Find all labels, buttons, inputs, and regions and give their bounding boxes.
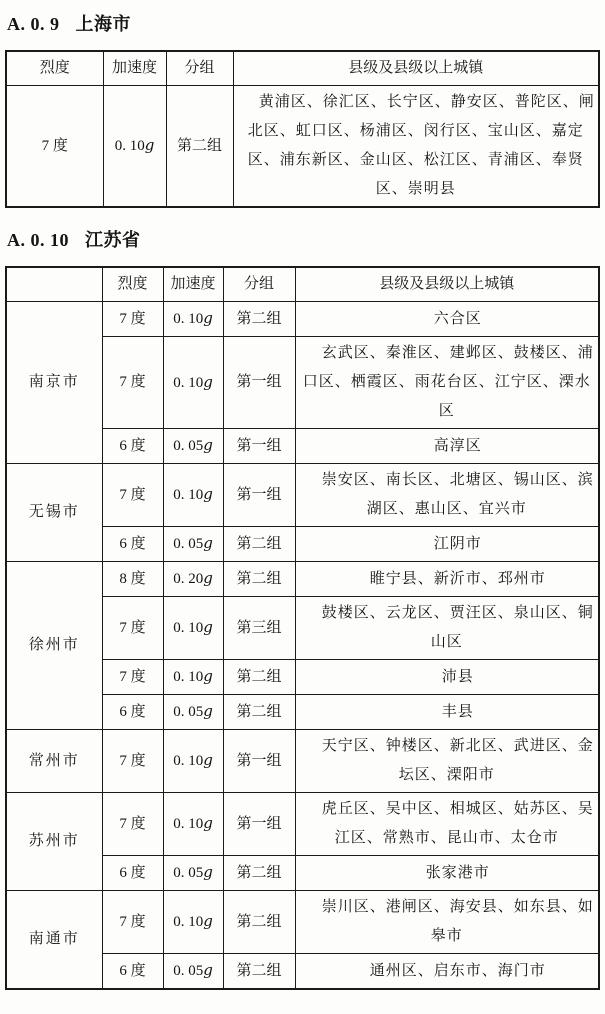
group-cell: 第二组 xyxy=(223,302,295,337)
intensity-cell: 6 度 xyxy=(102,856,163,891)
acceleration-cell xyxy=(163,302,223,337)
acceleration-value: 0. 05 xyxy=(173,865,204,881)
table-header-row xyxy=(6,51,599,86)
city-cell: 徐州市 xyxy=(6,562,102,730)
acceleration-cell xyxy=(163,337,223,429)
acceleration-value: 0. 10 xyxy=(114,138,145,154)
heading-number: A. 0. 9 xyxy=(7,14,60,34)
towns-cell: 丰县 xyxy=(295,695,599,730)
intensity-cell: 7 度 xyxy=(102,302,163,337)
intensity-cell: 6 度 xyxy=(102,954,163,990)
acceleration-value: 0. 10 xyxy=(173,374,204,391)
acceleration-value: 0. 10 xyxy=(173,816,204,832)
acceleration-unit: g xyxy=(203,569,213,587)
column-header-group: 分组 xyxy=(223,267,295,302)
acceleration-unit: g xyxy=(203,436,213,454)
acceleration-cell xyxy=(103,86,166,208)
towns-cell: 玄武区、秦淮区、建邺区、鼓楼区、浦口区、栖霞区、雨花台区、江宁区、溧水区 xyxy=(295,337,599,429)
city-cell: 无锡市 xyxy=(6,464,102,562)
table-row xyxy=(6,891,599,954)
section-heading-shanghai xyxy=(7,10,600,36)
acceleration-value: 0. 10 xyxy=(173,753,204,769)
towns-cell: 黄浦区、徐汇区、长宁区、静安区、普陀区、闸北区、虹口区、杨浦区、闵行区、宝山区、嘉定区、浦东新区、金山区、松江区、青浦区、奉贤区、崇明县 xyxy=(233,86,599,208)
table-row xyxy=(6,793,599,856)
acceleration-unit: g xyxy=(203,372,213,391)
acceleration-cell xyxy=(163,429,223,464)
acceleration-unit: g xyxy=(203,863,213,881)
acceleration-cell xyxy=(163,793,223,856)
acceleration-unit: g xyxy=(203,667,213,685)
group-cell: 第二组 xyxy=(223,856,295,891)
table-header-row xyxy=(6,267,599,302)
acceleration-unit: g xyxy=(203,309,213,327)
column-header-intensity: 烈度 xyxy=(6,51,103,86)
section-heading-jiangsu xyxy=(7,226,600,252)
acceleration-cell xyxy=(163,527,223,562)
intensity-cell: 7 度 xyxy=(6,86,103,208)
column-header-city xyxy=(6,267,102,302)
acceleration-unit: g xyxy=(144,136,155,154)
acceleration-value: 0. 10 xyxy=(173,669,204,685)
acceleration-value: 0. 10 xyxy=(173,311,204,327)
group-cell: 第一组 xyxy=(223,730,295,793)
group-cell: 第二组 xyxy=(223,695,295,730)
group-cell: 第二组 xyxy=(223,562,295,597)
acceleration-unit: g xyxy=(203,618,213,636)
acceleration-cell xyxy=(163,695,223,730)
column-header-acceleration: 加速度 xyxy=(103,51,166,86)
group-cell: 第二组 xyxy=(166,86,233,208)
group-cell: 第二组 xyxy=(223,891,295,954)
acceleration-value: 0. 10 xyxy=(173,914,204,930)
intensity-cell: 7 度 xyxy=(102,337,163,429)
group-cell: 第一组 xyxy=(223,429,295,464)
group-cell: 第三组 xyxy=(223,597,295,660)
group-cell: 第一组 xyxy=(223,464,295,527)
city-cell: 常州市 xyxy=(6,730,102,793)
intensity-cell: 7 度 xyxy=(102,730,163,793)
table-row xyxy=(6,464,599,527)
towns-cell: 张家港市 xyxy=(295,856,599,891)
group-cell: 第二组 xyxy=(223,527,295,562)
column-header-acceleration: 加速度 xyxy=(163,267,223,302)
acceleration-unit: g xyxy=(203,814,213,832)
city-cell: 南通市 xyxy=(6,891,102,990)
towns-cell: 虎丘区、吴中区、相城区、姑苏区、吴江区、常熟市、昆山市、太仓市 xyxy=(295,793,599,856)
acceleration-cell xyxy=(163,856,223,891)
intensity-cell: 7 度 xyxy=(102,464,163,527)
acceleration-value: 0. 10 xyxy=(173,487,204,503)
group-cell: 第二组 xyxy=(223,954,295,990)
acceleration-unit: g xyxy=(203,485,213,503)
acceleration-cell xyxy=(163,464,223,527)
acceleration-unit: g xyxy=(203,702,213,720)
towns-cell: 江阴市 xyxy=(295,527,599,562)
acceleration-cell xyxy=(163,660,223,695)
city-cell: 南京市 xyxy=(6,302,102,464)
acceleration-unit: g xyxy=(203,961,213,979)
towns-cell: 崇安区、南长区、北塘区、锡山区、滨湖区、惠山区、宜兴市 xyxy=(295,464,599,527)
seismic-table-jiangsu xyxy=(5,266,600,990)
acceleration-value: 0. 05 xyxy=(173,963,204,979)
towns-cell: 睢宁县、新沂市、邳州市 xyxy=(295,562,599,597)
acceleration-cell xyxy=(163,730,223,793)
heading-number: A. 0. 10 xyxy=(7,230,69,250)
heading-title: 江苏省 xyxy=(85,230,141,250)
intensity-cell: 6 度 xyxy=(102,527,163,562)
table-row xyxy=(6,730,599,793)
intensity-cell: 7 度 xyxy=(102,891,163,954)
seismic-table-shanghai xyxy=(5,50,600,208)
group-cell: 第二组 xyxy=(223,660,295,695)
intensity-cell: 6 度 xyxy=(102,695,163,730)
intensity-cell: 6 度 xyxy=(102,429,163,464)
city-cell: 苏州市 xyxy=(6,793,102,891)
towns-cell: 高淳区 xyxy=(295,429,599,464)
column-header-towns: 县级及县级以上城镇 xyxy=(295,267,599,302)
towns-cell: 通州区、启东市、海门市 xyxy=(295,954,599,990)
towns-cell: 崇川区、港闸区、海安县、如东县、如皋市 xyxy=(295,891,599,954)
intensity-cell: 7 度 xyxy=(102,660,163,695)
table-row xyxy=(6,86,599,208)
column-header-group: 分组 xyxy=(166,51,233,86)
group-cell: 第一组 xyxy=(223,337,295,429)
acceleration-value: 0. 20 xyxy=(173,571,204,587)
acceleration-value: 0. 05 xyxy=(173,536,204,552)
acceleration-value: 0. 05 xyxy=(173,704,204,720)
intensity-cell: 8 度 xyxy=(102,562,163,597)
intensity-cell: 7 度 xyxy=(102,597,163,660)
intensity-cell: 7 度 xyxy=(102,793,163,856)
column-header-intensity: 烈度 xyxy=(102,267,163,302)
towns-cell: 天宁区、钟楼区、新北区、武进区、金坛区、溧阳市 xyxy=(295,730,599,793)
towns-cell: 六合区 xyxy=(295,302,599,337)
table-row xyxy=(6,562,599,597)
group-cell: 第一组 xyxy=(223,793,295,856)
acceleration-value: 0. 05 xyxy=(173,438,204,454)
acceleration-cell xyxy=(163,597,223,660)
column-header-towns: 县级及县级以上城镇 xyxy=(233,51,599,86)
acceleration-cell xyxy=(163,891,223,954)
acceleration-cell xyxy=(163,562,223,597)
towns-cell: 沛县 xyxy=(295,660,599,695)
acceleration-unit: g xyxy=(203,534,213,552)
acceleration-unit: g xyxy=(203,912,213,930)
heading-title: 上海市 xyxy=(75,14,131,34)
towns-cell: 鼓楼区、云龙区、贾汪区、泉山区、铜山区 xyxy=(295,597,599,660)
table-row xyxy=(6,302,599,337)
acceleration-cell xyxy=(163,954,223,990)
acceleration-value: 0. 10 xyxy=(173,620,204,636)
acceleration-unit: g xyxy=(203,751,213,769)
